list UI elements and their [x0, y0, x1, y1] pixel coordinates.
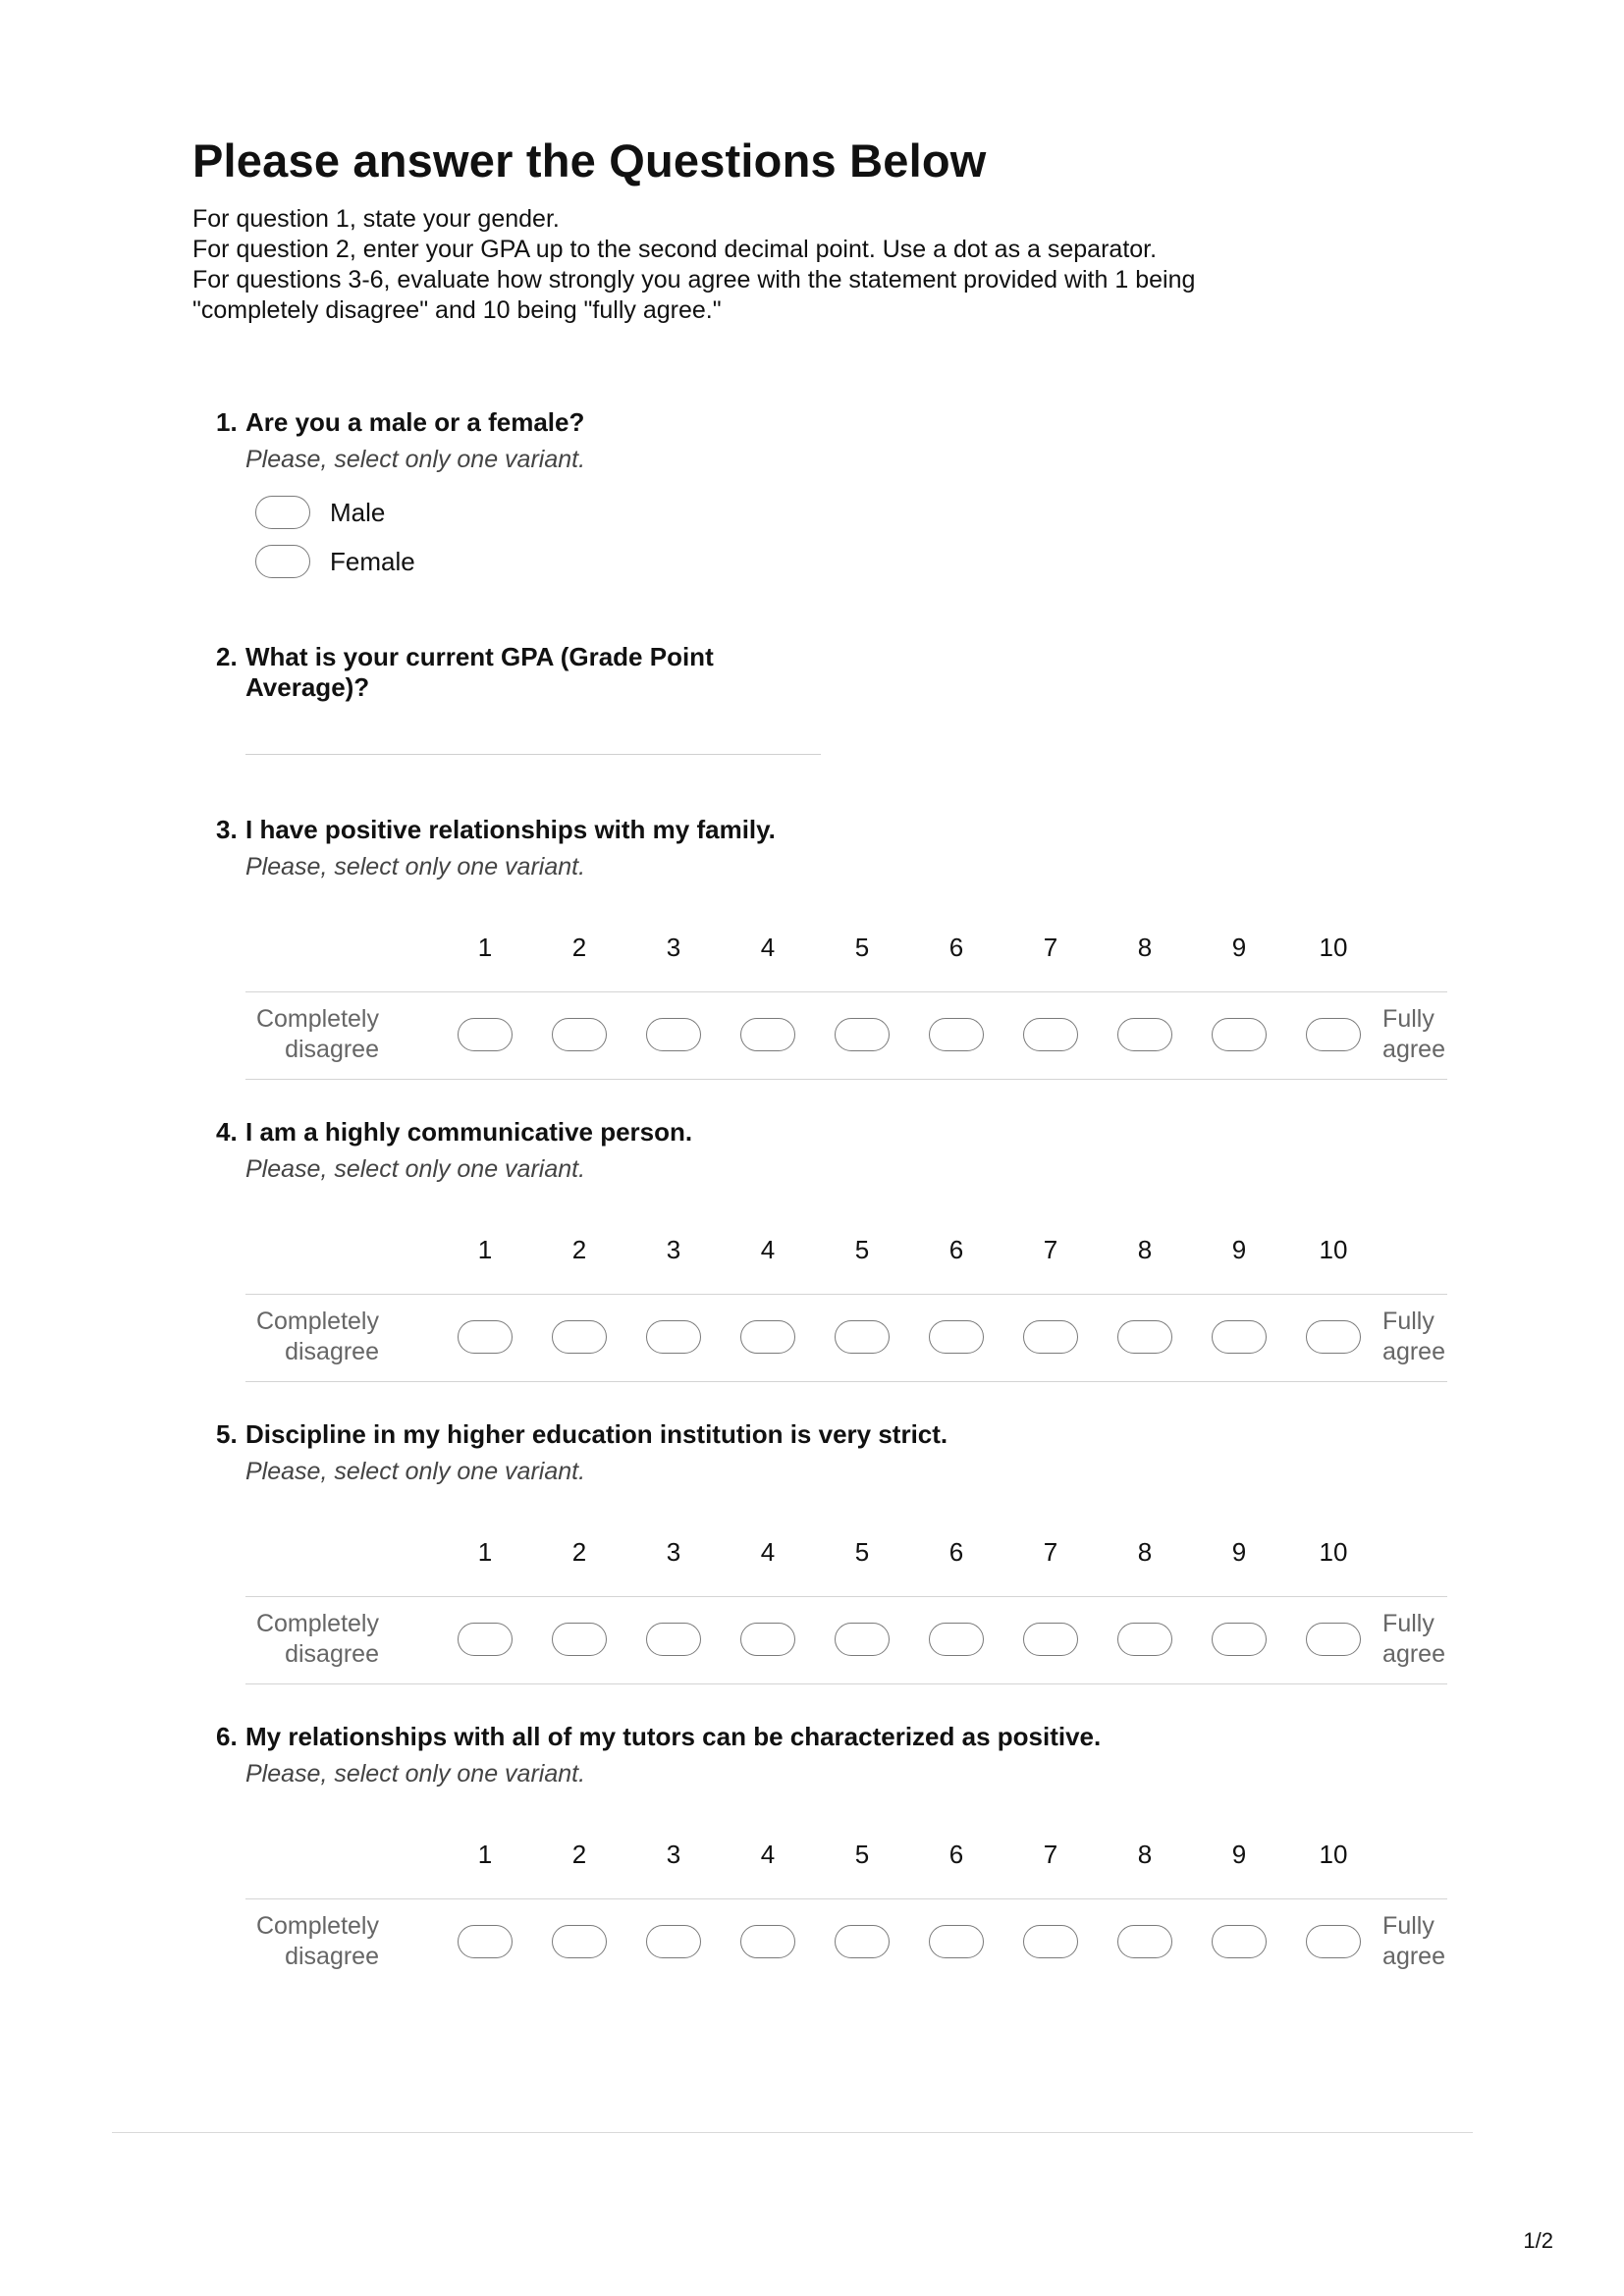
footer-divider: [112, 2132, 1473, 2133]
rating-option-3[interactable]: [646, 1925, 701, 1958]
scale-number-5: 5: [854, 933, 870, 962]
scale-number-4: 4: [760, 933, 776, 962]
radio-female[interactable]: [255, 545, 310, 578]
question-1-heading: [216, 407, 1447, 438]
rating-option-4[interactable]: [740, 1018, 795, 1051]
rating-option-5[interactable]: [835, 1320, 890, 1354]
scale-number-1: 1: [477, 1235, 493, 1264]
scale-number-8: 8: [1137, 1235, 1153, 1264]
rating-option-7[interactable]: [1023, 1320, 1078, 1354]
rating-option-6[interactable]: [929, 1623, 984, 1656]
rating-option-9[interactable]: [1212, 1925, 1267, 1958]
rating-option-10[interactable]: [1306, 1018, 1361, 1051]
scale-number-10: 10: [1319, 1235, 1348, 1264]
question-6: [216, 1722, 1447, 1986]
scale-row: [245, 1294, 1447, 1382]
rating-option-5[interactable]: [835, 1018, 890, 1051]
scale-number-6: 6: [948, 1537, 964, 1567]
rating-option-9[interactable]: [1212, 1018, 1267, 1051]
scale-left-label: Completely disagree: [255, 1610, 379, 1668]
rating-option-3[interactable]: [646, 1623, 701, 1656]
question-hint: Please, select only one variant.: [245, 1760, 586, 1788]
scale-number-3: 3: [666, 1235, 681, 1264]
scale-number-9: 9: [1231, 933, 1247, 962]
question-text: Are you a male or a female?: [245, 407, 585, 437]
scale-right-label: Fully agree: [1382, 1308, 1445, 1365]
question-text-line-1: What is your current GPA (Grade Point: [245, 642, 714, 671]
rating-option-2[interactable]: [552, 1018, 607, 1051]
option-female[interactable]: [255, 537, 1447, 586]
scale-number-7: 7: [1043, 933, 1058, 962]
rating-scale: [245, 933, 1447, 1080]
scale-numbers: [245, 1235, 1447, 1274]
rating-option-6[interactable]: [929, 1018, 984, 1051]
question-number: 2.: [216, 642, 238, 671]
scale-number-5: 5: [854, 1840, 870, 1869]
rating-option-3[interactable]: [646, 1320, 701, 1354]
scale-number-4: 4: [760, 1537, 776, 1567]
question-1: [216, 407, 1447, 586]
scale-right-label: Fully agree: [1382, 1912, 1445, 1970]
scale-number-4: 4: [760, 1235, 776, 1264]
instructions: [192, 204, 1322, 326]
scale-number-1: 1: [477, 1840, 493, 1869]
gpa-input[interactable]: [245, 754, 821, 755]
rating-option-1[interactable]: [458, 1320, 513, 1354]
scale-number-9: 9: [1231, 1537, 1247, 1567]
question-number: 6.: [216, 1722, 238, 1751]
scale-number-6: 6: [948, 1840, 964, 1869]
option-male[interactable]: [255, 488, 1447, 537]
rating-option-6[interactable]: [929, 1925, 984, 1958]
rating-option-2[interactable]: [552, 1320, 607, 1354]
rating-option-1[interactable]: [458, 1623, 513, 1656]
q3-heading: [216, 815, 1447, 845]
question-4: [216, 1117, 1447, 1382]
scale-row: [245, 1898, 1447, 1986]
scale-number-5: 5: [854, 1537, 870, 1567]
rating-option-8[interactable]: [1117, 1623, 1172, 1656]
scale-numbers: [245, 1840, 1447, 1879]
scale-number-7: 7: [1043, 1235, 1058, 1264]
scale-numbers: [245, 933, 1447, 972]
rating-option-2[interactable]: [552, 1925, 607, 1958]
question-text: My relationships with all of my tutors can be characterized as positive.: [245, 1722, 1102, 1751]
instruction-line-1: For question 1, state your gender.: [192, 205, 560, 233]
rating-option-2[interactable]: [552, 1623, 607, 1656]
question-5: [216, 1419, 1447, 1684]
scale-number-2: 2: [571, 1235, 587, 1264]
scale-number-6: 6: [948, 1235, 964, 1264]
question-number: 4.: [216, 1117, 238, 1147]
question-number: 5.: [216, 1419, 238, 1449]
question-text: I have positive relationships with my family.: [245, 815, 776, 844]
scale-number-10: 10: [1319, 1840, 1348, 1869]
rating-option-4[interactable]: [740, 1320, 795, 1354]
instruction-line-4: "completely disagree" and 10 being "fully agree.": [192, 296, 722, 324]
rating-option-5[interactable]: [835, 1925, 890, 1958]
scale-number-1: 1: [477, 1537, 493, 1567]
scale-numbers: [245, 1537, 1447, 1576]
question-hint: Please, select only one variant.: [245, 853, 586, 881]
instruction-line-3: For questions 3-6, evaluate how strongly you agree with the statement provided with 1 being: [192, 266, 1196, 294]
scale-number-4: 4: [760, 1840, 776, 1869]
rating-option-8[interactable]: [1117, 1320, 1172, 1354]
q5-heading: [216, 1419, 1447, 1450]
scale-row: [245, 1596, 1447, 1684]
scale-number-10: 10: [1319, 1537, 1348, 1567]
rating-option-5[interactable]: [835, 1623, 890, 1656]
rating-option-4[interactable]: [740, 1623, 795, 1656]
question-hint: Please, select only one variant.: [245, 1458, 586, 1485]
rating-option-10[interactable]: [1306, 1925, 1361, 1958]
rating-scale: [245, 1235, 1447, 1382]
question-number: 1.: [216, 407, 238, 437]
rating-option-7[interactable]: [1023, 1623, 1078, 1656]
scale-number-1: 1: [477, 933, 493, 962]
scale-number-3: 3: [666, 1840, 681, 1869]
scale-row: [245, 991, 1447, 1080]
rating-option-7[interactable]: [1023, 1925, 1078, 1958]
question-text-line-2: Average)?: [245, 672, 370, 702]
scale-left-label: Completely disagree: [255, 1912, 379, 1970]
scale-number-9: 9: [1231, 1840, 1247, 1869]
q4-heading: [216, 1117, 1447, 1148]
rating-option-7[interactable]: [1023, 1018, 1078, 1051]
rating-scale: [245, 1537, 1447, 1684]
page-title: Please answer the Questions Below: [192, 134, 987, 187]
scale-number-7: 7: [1043, 1840, 1058, 1869]
question-hint: Please, select only one variant.: [245, 446, 586, 473]
scale-number-2: 2: [571, 1537, 587, 1567]
rating-option-1[interactable]: [458, 1018, 513, 1051]
rating-option-9[interactable]: [1212, 1320, 1267, 1354]
scale-number-10: 10: [1319, 933, 1348, 962]
question-3: [216, 815, 1447, 1080]
scale-number-6: 6: [948, 933, 964, 962]
rating-option-8[interactable]: [1117, 1018, 1172, 1051]
scale-number-3: 3: [666, 1537, 681, 1567]
page-number: 1/2: [1523, 2228, 1553, 2253]
scale-right-label: Fully agree: [1382, 1005, 1445, 1063]
radio-male[interactable]: [255, 496, 310, 529]
scale-left-label: Completely disagree: [255, 1005, 379, 1063]
rating-option-9[interactable]: [1212, 1623, 1267, 1656]
scale-number-7: 7: [1043, 1537, 1058, 1567]
scale-number-8: 8: [1137, 1840, 1153, 1869]
rating-option-10[interactable]: [1306, 1320, 1361, 1354]
option-label: Female: [330, 546, 415, 576]
scale-right-label: Fully agree: [1382, 1610, 1445, 1668]
rating-option-10[interactable]: [1306, 1623, 1361, 1656]
scale-number-8: 8: [1137, 1537, 1153, 1567]
rating-option-8[interactable]: [1117, 1925, 1172, 1958]
scale-number-9: 9: [1231, 1235, 1247, 1264]
rating-option-4[interactable]: [740, 1925, 795, 1958]
rating-option-1[interactable]: [458, 1925, 513, 1958]
question-2: [216, 642, 1447, 755]
scale-number-2: 2: [571, 1840, 587, 1869]
option-label: Male: [330, 497, 386, 527]
q6-heading: [216, 1722, 1447, 1752]
scale-number-5: 5: [854, 1235, 870, 1264]
scale-number-8: 8: [1137, 933, 1153, 962]
scale-left-label: Completely disagree: [255, 1308, 379, 1365]
scale-number-2: 2: [571, 933, 587, 962]
rating-option-6[interactable]: [929, 1320, 984, 1354]
question-number: 3.: [216, 815, 238, 844]
instruction-line-2: For question 2, enter your GPA up to the second decimal point. Use a dot as a separator.: [192, 236, 1158, 263]
question-2-heading: [216, 642, 1447, 703]
question-text: Discipline in my higher education institution is very strict.: [245, 1419, 948, 1449]
rating-scale: [245, 1840, 1447, 1986]
scale-number-3: 3: [666, 933, 681, 962]
question-text: I am a highly communicative person.: [245, 1117, 693, 1147]
rating-option-3[interactable]: [646, 1018, 701, 1051]
question-hint: Please, select only one variant.: [245, 1155, 586, 1183]
